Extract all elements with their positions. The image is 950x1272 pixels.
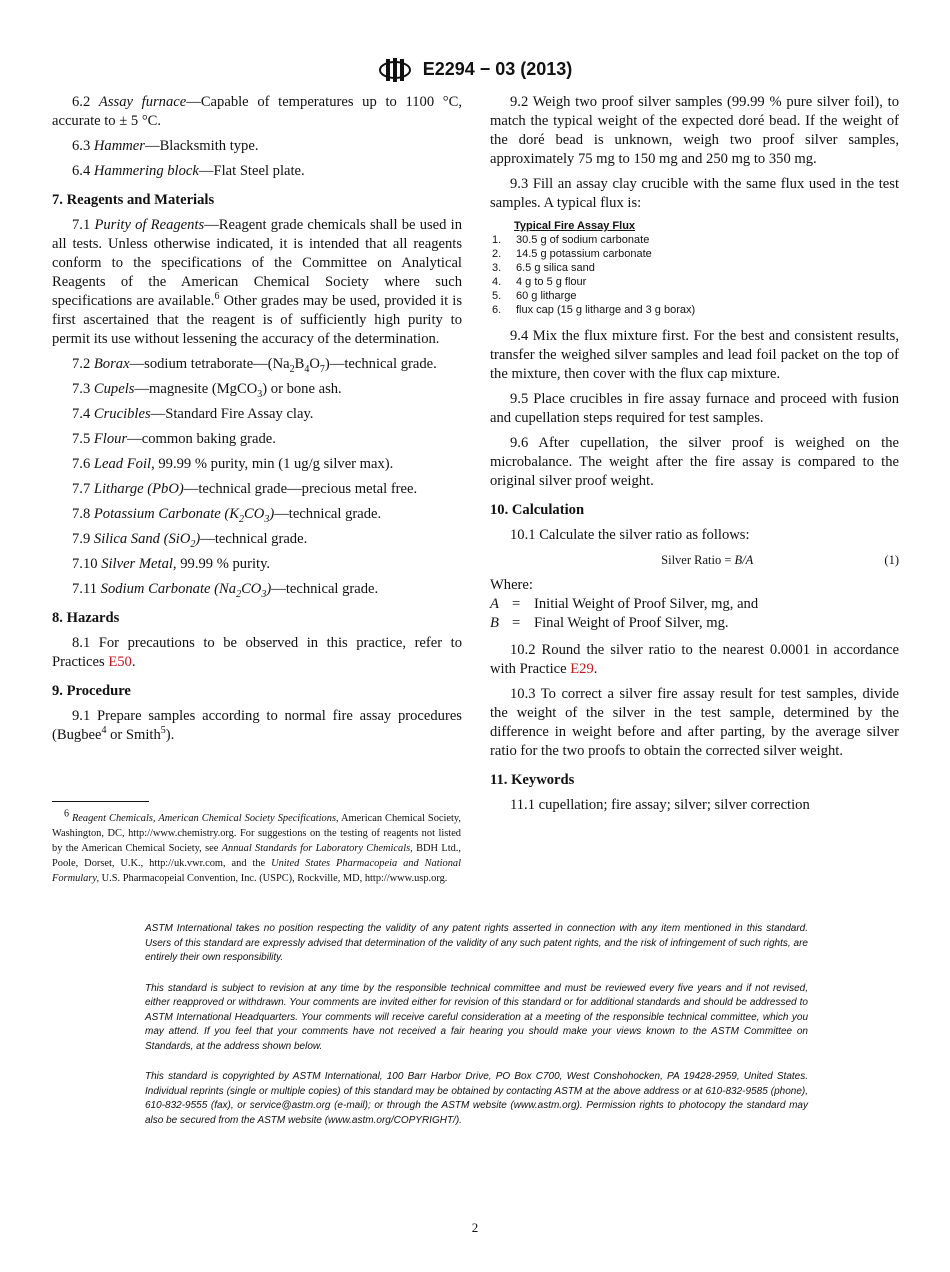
text: U.S. Pharmacopeial Convention, Inc. (USPC), Rockville, MD, http://www.usp.org. [99, 873, 448, 884]
flux-table [490, 219, 899, 317]
text: B [294, 356, 305, 372]
italic-term: Hammering block [93, 163, 199, 179]
flux-item [490, 247, 899, 261]
footnote-6 [52, 808, 461, 886]
item-number: 5. [492, 290, 502, 302]
italic-term: CO [241, 581, 262, 597]
page-number: 2 [471, 1220, 479, 1235]
text: —Flat Steel plate. [198, 163, 305, 179]
text: 9.2 Weigh two proof silver samples (99.99 % pure silver foil), to match the typical weight of the expected doré bead. If the weight of the doré bead is unknown, weigh two proof silver samples, approximately 75 mg to 150 mg and 250 mg to 350 mg. [490, 94, 899, 167]
text: —Blacksmith type. [144, 138, 259, 154]
text: —magnesite (MgCO [134, 381, 258, 397]
item-number: 2. [492, 248, 502, 260]
text: 7.3 [72, 381, 94, 397]
right-column [490, 93, 899, 821]
paragraph [52, 380, 462, 399]
text: —Standard Fire Assay clay. [150, 406, 314, 422]
paragraph [52, 355, 462, 374]
text: 7.6 [72, 456, 94, 472]
italic-term: Flour [93, 431, 128, 447]
text: —technical grade. [200, 531, 308, 547]
reference-link[interactable]: E29 [570, 661, 594, 677]
item-text: 6.5 g silica sand [516, 262, 595, 274]
equation-1 [490, 551, 899, 570]
flux-item [490, 261, 899, 275]
definition: Initial Weight of Proof Silver, mg, and [534, 596, 759, 612]
notice-copyright: This standard is copyrighted by ASTM International, 100 Barr Harbor Drive, PO Box C700, West Conshohocken, PA 19428-2959, United States. Individual reprints (single or multiple copies) of this standard may be obtained by contacting ASTM at the above address or at 610-832-9585 (phone), 610-832-9555 (fax), or service@astm.org (e-mail); or through the ASTM website (www.astm.org). Permission rights to photocopy the standard may also be secured from the ASTM website (www.astm.org/COPYRIGHT/). [145, 1071, 808, 1126]
paragraph [490, 434, 899, 491]
superscript: 6 [64, 808, 72, 820]
equals: = [512, 615, 521, 631]
italic-term: Reagent Chemicals, American Chemical Society Specifications [71, 813, 336, 824]
italic-term: Potassium Carbonate (K [93, 506, 240, 522]
variable-definition [490, 595, 899, 614]
text: , American Chemical Society, Washington, DC, http://www.chemistry.org. For suggestions on the testing of reagents not listed by the American Chemical Society, see [52, 813, 461, 854]
item-text: 4 g to 5 g flour [516, 276, 587, 288]
equation-body [490, 551, 884, 570]
text: or Smith [106, 727, 161, 743]
section-heading [490, 501, 899, 520]
italic-term: Crucibles [93, 406, 151, 422]
text: 9.6 After cupellation, the silver proof is weighed on the microbalance. The weight after the fire assay is compared to the original silver proof weight. [490, 435, 899, 489]
text: . [131, 654, 136, 670]
italic-term: ) [266, 581, 272, 597]
paragraph [490, 93, 899, 169]
text: 6.2 [72, 94, 99, 110]
text: 7.10 [72, 556, 102, 572]
italic-term: Silica Sand (SiO [93, 531, 191, 547]
equation-lhs: Silver Ratio = [661, 553, 735, 567]
italic-term: Purity of Reagents [94, 217, 205, 233]
item-number: 3. [492, 262, 502, 274]
text: 7.8 [72, 506, 94, 522]
text: 11. Keywords [490, 772, 575, 788]
item-text: 30.5 g of sodium carbonate [516, 234, 650, 246]
text: 7.7 [72, 481, 94, 497]
text: O [309, 356, 320, 372]
equals: = [512, 596, 521, 612]
subscript: 2 [239, 513, 245, 525]
flux-item [490, 289, 899, 303]
text: 10.3 To correct a silver fire assay result for test samples, divide the weight of the silver in the test sample, determined by the difference in weight before and after parting, by the average silver ratio for the two proofs to obtain the corrected silver weight. [490, 686, 899, 759]
paragraph [52, 93, 462, 131]
text: BDH Ltd., Poole, Dorset, U.K., http://uk.vwr.com, and the [52, 843, 461, 869]
subscript: 2 [289, 363, 295, 375]
subscript: 2 [236, 588, 242, 600]
flux-item [490, 275, 899, 289]
paragraph [490, 641, 899, 679]
text: 10.1 Calculate the silver ratio as follows: [510, 527, 750, 543]
notice-revision: This standard is subject to revision at any time by the responsible technical committee and must be reviewed every five years and if not revised, either reapproved or withdrawn. Your comments are invited either for revision of this standard or for additional standards and should be addressed to ASTM International Headquarters. Your comments will receive careful consideration at a meeting of the responsible technical committee, which you may attend. If you feel that your comments have not received a fair hearing you should make your views known to the ASTM Committee on Standards, at the address shown below. [145, 982, 808, 1052]
text: —common baking grade. [127, 431, 276, 447]
subscript: 3 [264, 513, 270, 525]
paragraph [52, 137, 462, 156]
item-text: flux cap (15 g litharge and 3 g borax) [516, 304, 696, 316]
text: 8. Hazards [52, 610, 120, 626]
astm-logo-icon [378, 56, 412, 84]
astm-notices [145, 922, 808, 1144]
item-number: 4. [492, 276, 502, 288]
text: 7.2 [72, 356, 94, 372]
text: 6.4 [72, 163, 94, 179]
section-heading [52, 609, 462, 628]
paragraph [490, 390, 899, 428]
paragraph [52, 405, 462, 424]
item-number: 6. [492, 304, 502, 316]
section-heading [490, 771, 899, 790]
flux-title: Typical Fire Assay Flux [514, 220, 636, 232]
text: ). [165, 727, 175, 743]
footnote-divider [52, 801, 149, 802]
italic-term: United States Pharmacopeia and National Formulary, [52, 858, 461, 884]
text: Other grades may be used, provided it is first ascertained that the reagent is of sufficiently high purity to permit its use without lessening the accuracy of the determination. [52, 293, 462, 347]
flux-item [490, 303, 899, 317]
left-column [52, 93, 462, 751]
subscript: 2 [190, 538, 196, 550]
superscript: 4 [101, 725, 107, 737]
paragraph [52, 480, 462, 499]
italic-term: Cupels [93, 381, 135, 397]
paragraph [52, 530, 462, 549]
text: —technical grade—precious metal free. [183, 481, 418, 497]
variable: B [490, 615, 499, 631]
paragraph [490, 327, 899, 384]
paragraph [52, 505, 462, 524]
text: 9. Procedure [52, 683, 131, 699]
notice-patent: ASTM International takes no position respecting the validity of any patent rights asserted in connection with any item mentioned in this standard. Users of this standard are expressly advised that determination of the validity of any such patent rights, and the risk of infringement of such rights, are entirely their own responsibility. [145, 923, 808, 963]
text: 9.5 Place crucibles in fire assay furnace and proceed with fusion and cupellation steps required for test samples. [490, 391, 899, 426]
text: 10. Calculation [490, 502, 585, 518]
text: 11.1 cupellation; fire assay; silver; silver correction [510, 797, 810, 813]
text: 8.1 For precautions to be observed in this practice, refer to Practices [52, 635, 462, 670]
subscript: 3 [257, 388, 263, 400]
text: 9.1 Prepare samples according to normal fire assay procedures (Bugbee [52, 708, 462, 743]
paragraph [52, 455, 462, 474]
text: 7.1 [72, 217, 95, 233]
paragraph [52, 580, 462, 599]
text: 7. Reagents and Materials [52, 192, 215, 208]
subscript: 4 [304, 363, 310, 375]
text: 7.9 [72, 531, 94, 547]
text: —technical grade. [271, 581, 379, 597]
text: 6.3 [72, 138, 94, 154]
paragraph [52, 162, 462, 181]
text: , 99.99 % purity, min (1 ug/g silver max). [151, 456, 394, 472]
italic-term: Sodium Carbonate (Na [100, 581, 237, 597]
italic-term: Assay furnace [98, 94, 187, 110]
italic-term: Silver Metal [101, 556, 173, 572]
where-label: Where: [490, 577, 533, 593]
italic-term: Annual Standards for Laboratory Chemicals, [221, 843, 413, 854]
paragraph [52, 430, 462, 449]
paragraph [52, 707, 462, 745]
section-heading [52, 191, 462, 210]
text: 7.11 [72, 581, 101, 597]
reference-link[interactable]: E50 [108, 654, 132, 670]
item-text: 60 g litharge [516, 290, 577, 302]
italic-term: Litharge (PbO) [93, 481, 184, 497]
text: 9.4 Mix the flux mixture first. For the best and consistent results, transfer the weighed silver samples and lead foil packet on the top of the mixture, then cover with the flux cap mixture. [490, 328, 899, 382]
text: . [593, 661, 598, 677]
italic-term: ) [269, 506, 275, 522]
italic-term: Lead Foil [93, 456, 152, 472]
definition: Final Weight of Proof Silver, mg. [534, 615, 729, 631]
flux-item [490, 233, 899, 247]
equation-rhs: B/A [734, 553, 754, 567]
text: 7.5 [72, 431, 94, 447]
page-header [0, 56, 950, 84]
paragraph [490, 685, 899, 761]
italic-term: CO [244, 506, 265, 522]
subscript: 7 [319, 363, 325, 375]
italic-term: Hammer [93, 138, 145, 154]
text: , 99.99 % purity. [172, 556, 271, 572]
text: 9.3 Fill an assay clay crucible with the same flux used in the test samples. A typical flux is: [490, 176, 899, 211]
text: 10.2 Round the silver ratio to the nearest 0.0001 in accordance with Practice [490, 642, 899, 677]
where-clause [490, 576, 899, 633]
item-text: 14.5 g potassium carbonate [516, 248, 652, 260]
paragraph [52, 634, 462, 672]
variable: A [490, 596, 499, 612]
text: —Capable of temperatures up to 1100 °C, accurate to ± 5 °C. [52, 94, 463, 129]
subscript: 3 [261, 588, 267, 600]
text: —Reagent grade chemicals shall be used in all tests. Unless otherwise indicated, it is intended that all reagents conform to the specifications of the Committee on Analytical Reagents of the American Chemical Society where such specifications are available. [52, 217, 463, 309]
equation-number: (1) [884, 553, 899, 567]
text: ) or bone ash. [262, 381, 342, 397]
paragraph [52, 555, 462, 574]
variable-definition [490, 614, 899, 633]
standard-designation: E2294 − 03 (2013) [422, 58, 573, 79]
item-number: 1. [492, 234, 502, 246]
text: —technical grade. [274, 506, 382, 522]
text: 7.4 [72, 406, 94, 422]
paragraph [490, 796, 899, 815]
paragraph [52, 216, 462, 349]
superscript: 5 [160, 725, 166, 737]
superscript: 6 [214, 291, 220, 303]
paragraph [490, 526, 899, 545]
paragraph [490, 175, 899, 213]
text: —sodium tetraborate—(Na [129, 356, 290, 372]
italic-term: Borax [93, 356, 130, 372]
section-heading [52, 682, 462, 701]
text: )—technical grade. [324, 356, 437, 372]
italic-term: ) [195, 531, 201, 547]
